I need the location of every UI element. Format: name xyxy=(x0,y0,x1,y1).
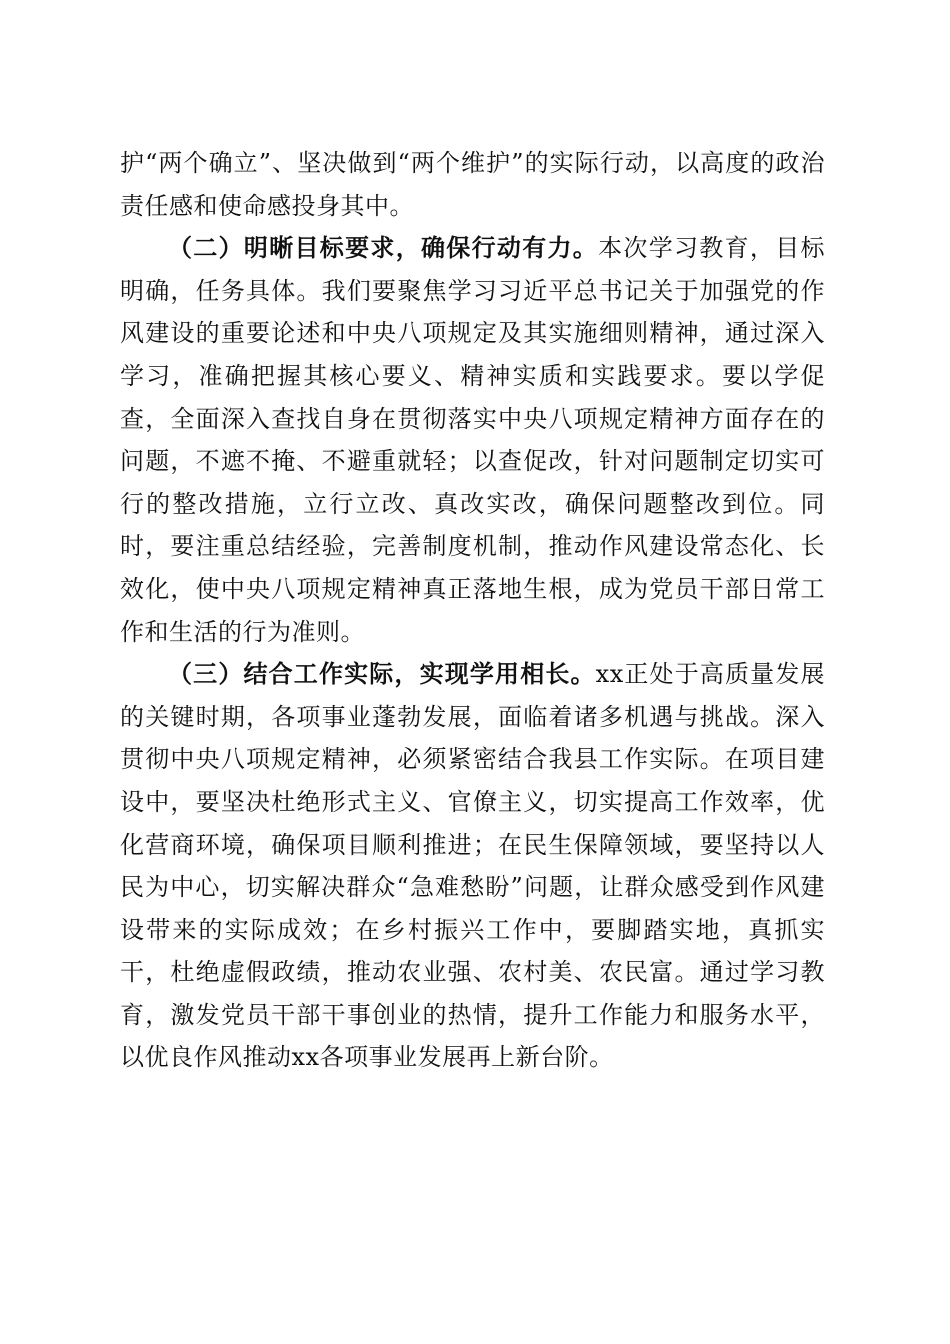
paragraph-text: 本次学习教育，目标明确，任务具体。我们要聚焦学习习近平总书记关于加强党的作风建设的重要论述和中央八项规定及其实施细则精神，通过深入学习，准确把握其核心要义、精神实质和实践要求。要以学促查，全面深入查找自身在贯彻落实中央八项规定精神方面存在的问题，不遮不掩、不避重就轻；以查促改，针对问题制定切实可行的整改措施，立行立改、真改实改，确保问题整改到位。同时，要注重总结经验，完善制度机制，推动作风建设常态化、长效化，使中央八项规定精神真正落地生根，成为党员干部日常工作和生活的行为准则。 xyxy=(120,234,826,646)
section-two-heading: （二）明晰目标要求，确保行动有力。 xyxy=(168,233,599,263)
paragraph-continuation xyxy=(120,142,825,227)
section-three-heading: （三）结合工作实际，实现学用相长。 xyxy=(168,659,596,689)
paragraph-section-three xyxy=(120,653,825,1079)
paragraph-text: 护“两个确立”、坚决做到“两个维护”的实际行动，以高度的政治责任感和使命感投身其中。 xyxy=(120,149,825,220)
paragraph-text: xx正处于高质量发展的关键时期，各项事业蓬勃发展，面临着诸多机遇与挑战。深入贯彻中央八项规定精神，必须紧密结合我县工作实际。在项目建设中，要坚决杜绝形式主义、官僚主义，切实提高工作效率，优化营商环境，确保项目顺利推进；在民生保障领域，要坚持以人民为中心，切实解决群众“急难愁盼”问题，让群众感受到作风建设带来的实际成效；在乡村振兴工作中，要脚踏实地，真抓实干，杜绝虚假政绩，推动农业强、农村美、农民富。通过学习教育，激发党员干部干事创业的热情，提升工作能力和服务水平，以优良作风推动xx各项事业发展再上新台阶。 xyxy=(120,660,825,1072)
paragraph-section-two xyxy=(120,227,825,653)
document-body xyxy=(120,142,825,1079)
